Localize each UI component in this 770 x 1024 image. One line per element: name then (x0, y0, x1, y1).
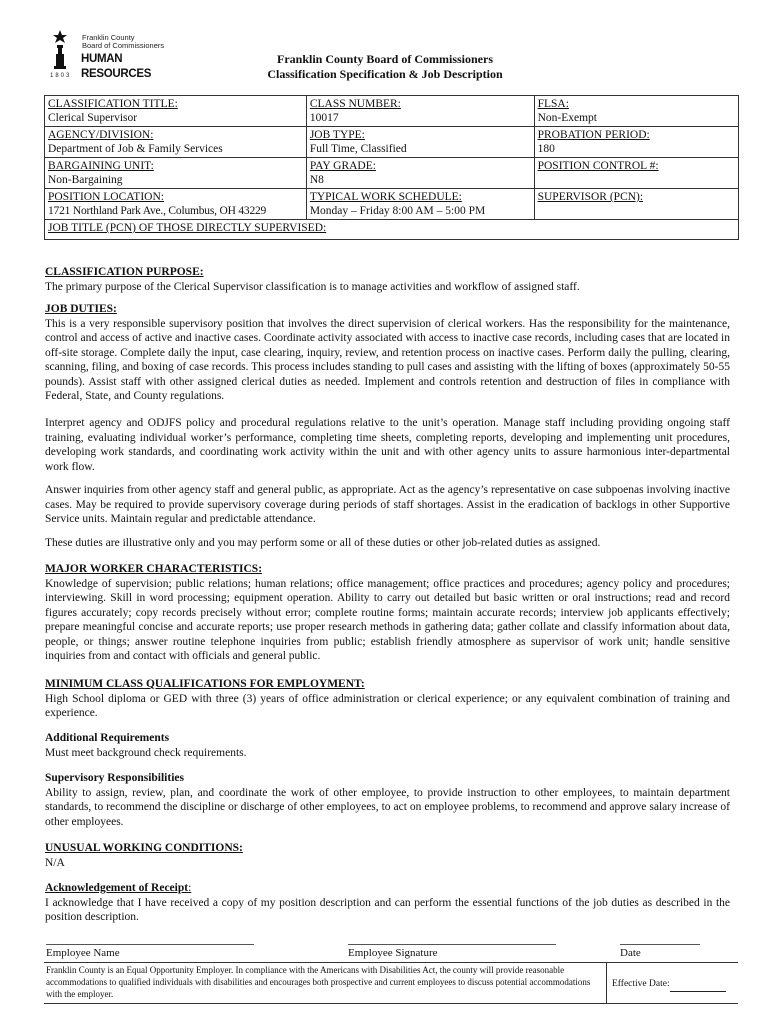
additional-section (45, 731, 730, 760)
duties-paragraph-1: This is a very responsible supervisory position that involves the direct supervision of clerical workers. Has the responsibility for the maintenance, control and access of active and inactive cases. Coordinate activity associated with access to inactive case records, including cases that are located in off-site storage. Complete daily the input, case clearing, inquiry, review, and retention process on inactive cases. Perform daily the pulling, clearing, scanning, filing, and boxing of case records. This process includes standing to pull cases and assisting with the lifting of boxes (approximately 50-55 pounds). Assist staff with other assigned clerical duties as needed. Implement and controls retention and destruction of files in compliance with Federal, State, and County regulations. (45, 317, 730, 402)
work-schedule-value: Monday – Friday 8:00 AM – 5:00 PM (309, 205, 486, 217)
duties-paragraph-4-block (45, 536, 730, 551)
agency-label: AGENCY/DIVISION (48, 129, 151, 141)
bargaining-value: Non-Bargaining (48, 174, 123, 186)
position-location-value: 1721 Northland Park Ave., Columbus, OH 43229 (48, 205, 267, 217)
classification-title-label: CLASSIFICATION TITLE (48, 98, 175, 110)
effective-date-line[interactable] (670, 983, 726, 992)
class-number-label: CLASS NUMBER: (309, 98, 401, 110)
characteristics-text: Knowledge of supervision; public relations; human relations; office management; office practices and procedures; agency policy and procedures; interviewing. Skill in word processing; equipment operation. Ability to carry out detailed but basic written or oral instructions; read and record figures accurately; copy records precisely without error; complete routine forms; maintain accurate records; interview job applicants effectively; prepare meaningful concise and accurate reports; use proper research methods in gathering data; gather collate and classify information about data, people, or things; answer routine telephone inquiries from public; establish friendly atmosphere as supervisor of work unit; handle sensitive inquiries from and contact with officials and general public. (45, 577, 730, 662)
flsa-value: Non-Exempt (537, 112, 597, 124)
additional-text: Must meet background check requirements. (45, 746, 247, 759)
additional-heading: Additional Requirements (45, 732, 170, 744)
duties-paragraph-2: Interpret agency and ODJFS policy and procedural regulations relative to the unit’s operation. Manage staff including providing ongoing staff training, evaluating individual worker’s performance, completing time sheets, completing reports, developing and implementing unit procedures, developing work standards, and coordinating work activity within the unit and with other agency units to assure harmonious inter-departmental work flow. (45, 417, 730, 473)
agency-cell: AGENCY/DIVISION: Department of Job & Family Services (45, 127, 307, 158)
purpose-heading: CLASSIFICATION PURPOSE: (45, 266, 204, 278)
duties-paragraph-2-block (45, 416, 730, 474)
document-subtitle: Classification Specification & Job Description (267, 67, 503, 81)
characteristics-section (45, 562, 730, 664)
position-location-cell (45, 189, 307, 220)
unusual-text: N/A (45, 856, 65, 869)
supervisory-text: Ability to assign, review, plan, and coordinate the work of other employee, to provide instruction to other employees, to maintain department standards, to recommend the discipline or discharge of other employees, to act on employee problems, to recommend and approve salary increase of other employees. (45, 786, 730, 828)
position-location-label: POSITION LOCATION: (48, 191, 164, 203)
employee-signature-label: Employee Signature (348, 947, 438, 959)
eeo-statement: Franklin County is an Equal Opportunity Employer. In compliance with the Americans with Disabilities Act, the county will provide reasonable accommodations to qualified individuals with disabilities and encourages both prospective and current employees to discuss potential accommodations with the employer. (46, 965, 591, 999)
supervisory-heading: Supervisory Responsibilities (45, 772, 184, 784)
supervised-label: JOB TITLE (PCN) OF THOSE DIRECTLY SUPERVISED: (48, 222, 327, 234)
class-number-cell (306, 96, 534, 127)
acknowledgement-heading: Acknowledgement of Receipt (45, 882, 189, 894)
logo-line-2: Board of Commissioners (82, 41, 165, 50)
qualifications-text: High School diploma or GED with three (3) years of office administration or clerical experience; or any equivalent combination of training and experience. (45, 692, 730, 719)
supervised-cell (45, 220, 739, 240)
employee-name-label: Employee Name (46, 947, 120, 959)
job-type-value: Full Time, Classified (309, 143, 407, 155)
supervisor-label: SUPERVISOR (PCN): (537, 191, 644, 203)
unusual-heading: UNUSUAL WORKING CONDITIONS (45, 842, 240, 854)
flsa-label: FLSA: (537, 98, 569, 110)
work-schedule-cell (306, 189, 534, 220)
class-number-value: 10017 (309, 112, 339, 124)
footer-divider (606, 963, 607, 1003)
classification-title-value: Clerical Supervisor (48, 112, 138, 124)
agency-value: Department of Job & Family Services (48, 143, 223, 155)
unusual-section: UNUSUAL WORKING CONDITIONS: N/A (45, 841, 730, 870)
characteristics-heading: MAJOR WORKER CHARACTERISTICS: (45, 563, 263, 575)
probation-value: 180 (537, 143, 555, 155)
logo-brand: HUMAN RESOURCES (81, 53, 152, 80)
bargaining-cell (45, 158, 307, 189)
flsa-cell (534, 96, 738, 127)
duties-paragraph-4: These duties are illustrative only and you may perform some or all of these duties or other job-related duties as assigned. (45, 537, 601, 549)
pay-grade-cell (306, 158, 534, 189)
purpose-section (45, 265, 730, 294)
footer-box (44, 962, 738, 1004)
duties-section (45, 302, 730, 404)
classification-info-table (44, 95, 739, 240)
probation-label: PROBATION PERIOD: (537, 129, 650, 141)
bargaining-label: BARGAINING UNIT: (48, 160, 154, 172)
work-schedule-label: TYPICAL WORK SCHEDULE: (309, 191, 462, 203)
job-type-cell (306, 127, 534, 158)
employee-name-line[interactable] (46, 944, 254, 945)
job-type-label: JOB TYPE: (309, 129, 365, 141)
pay-grade-label: PAY GRADE: (309, 160, 376, 172)
qualifications-section (45, 677, 730, 721)
document-title: Franklin County Board of Commissioners (276, 52, 494, 66)
supervisor-cell (534, 189, 738, 220)
position-control-label: POSITION CONTROL #: (537, 160, 659, 172)
duties-paragraph-3-block (45, 483, 730, 527)
duties-paragraph-3: Answer inquiries from other agency staff and general public, as appropriate. Act as the agency’s representative on case subpoenas involving inactive cases. May be required to provide supervisory coverage during periods of staff shortages. Assist in the eradication of backlogs in other Supportive Service units. Maintain regular and predictable attendance. (45, 484, 730, 525)
position-control-cell (534, 158, 738, 189)
duties-heading: JOB DUTIES: (45, 303, 117, 315)
qualifications-heading: MINIMUM CLASS QUALIFICATIONS FOR EMPLOYMENT: (45, 678, 365, 690)
employee-signature-line[interactable] (348, 944, 556, 945)
probation-cell (534, 127, 738, 158)
logo-line-1: Franklin County (82, 33, 135, 42)
logo-year: 1803 (50, 73, 72, 79)
effective-date-label: Effective Date: (612, 979, 670, 989)
date-line[interactable] (620, 944, 700, 945)
pay-grade-value: N8 (309, 174, 324, 186)
effective-date-field (612, 977, 726, 992)
supervisory-section (45, 771, 730, 829)
purpose-text: The primary purpose of the Clerical Supervisor classification is to manage activities and workflow of assigned staff. (45, 280, 580, 293)
classification-title-cell: CLASSIFICATION TITLE: Clerical Supervisor (45, 96, 307, 127)
date-label: Date (620, 947, 641, 959)
acknowledgement-text: I acknowledge that I have received a copy of my position description and can perform the essential functions of the job duties as described in the position description. (45, 896, 730, 923)
acknowledgement-section: Acknowledgement of Receipt: I acknowledge that I have received a copy of my position description and can perform the essential functions of the job duties as described in the position description. (45, 882, 730, 923)
